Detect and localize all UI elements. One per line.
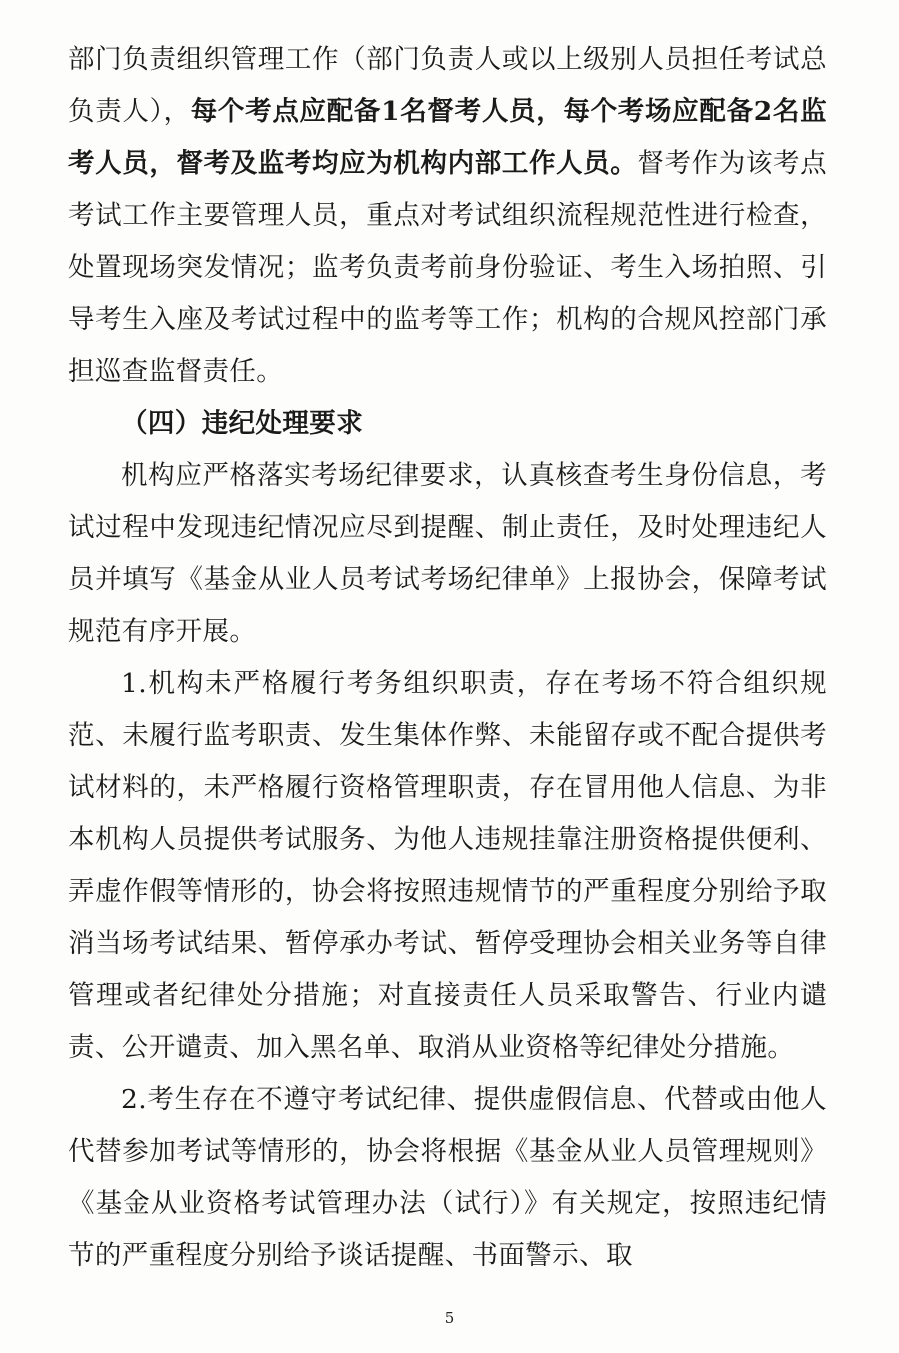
text-segment-plain-1: 部门负责组织管理工作（部门负责人或以上级别人员担任考试总负责人）， (68, 44, 827, 127)
text-segment-bold-1: 每个考点应配备1名督考人员，每个考场应配备2名监考人员，督考及监考均应为机构内部工作人员。 (68, 96, 828, 179)
paragraph-item-2: 2.考生存在不遵守考试纪律、提供虚假信息、代替或由他人代替参加考试等情形的，协会将根据《基金从业人员管理规则》《基金从业资格考试管理办法（试行）》有关规定，按照违纪情节的严重程度分别给予谈话提醒、书面警示、取 (68, 1084, 827, 1271)
page-number: 5 (444, 1309, 455, 1327)
paragraph-item-1: 1.机构未严格履行考务组织职责，存在考场不符合组织规范、未履行监考职责、发生集体作弊、未能留存或不配合提供考试材料的，未严格履行资格管理职责，存在冒用他人信息、为非本机构人员提供考试服务、为他人违规挂靠注册资格提供便利、弄虚作假等情形的，协会将按照违规情节的严重程度分别给予取消当场考试结果、暂停承办考试、暂停受理协会相关业务等自律管理或者纪律处分措施；对直接责任人员采取警告、行业内谴责、公开谴责、加入黑名单、取消从业资格等纪律处分措施。 (68, 668, 827, 1063)
text-segment-plain-2: 督考作为该考点考试工作主要管理人员，重点对考试组织流程规范性进行检查，处置现场突发情况；监考负责考前身份验证、考生入场拍照、引导考生入座及考试过程中的监考等工作；机构的合规风控部门承担巡查监督责任。 (68, 148, 827, 387)
document-body (68, 34, 827, 1282)
paragraph-discipline-intro: 机构应严格落实考场纪律要求，认真核查考生身份信息，考试过程中发现违纪情况应尽到提醒、制止责任，及时处理违纪人员并填写《基金从业人员考试考场纪律单》上报协会，保障考试规范有序开展。 (68, 460, 827, 647)
section-heading-discipline: （四）违纪处理要求 (121, 408, 364, 439)
paragraph-organization-management (68, 34, 827, 398)
